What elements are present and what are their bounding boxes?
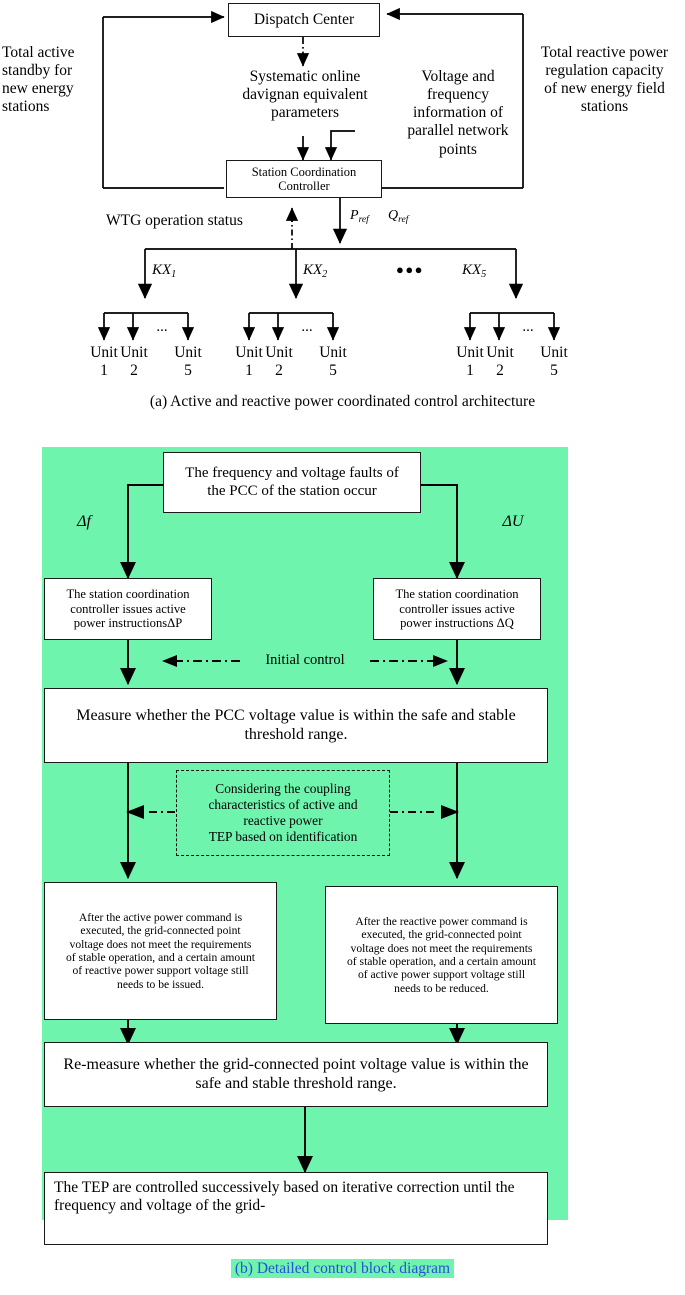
after-reactive-box-line: of active power support voltage still <box>357 968 526 982</box>
kx5-subscript: 5 <box>481 269 487 281</box>
right-controller-box-line: controller issues active <box>399 601 515 616</box>
left-annotation-line: standby for <box>2 62 73 80</box>
fault-box-line: The frequency and voltage faults of <box>185 465 399 482</box>
unit-number-text: 5 <box>329 362 337 380</box>
unit-ellipsis-text: ... <box>301 319 313 335</box>
panel-b-caption <box>0 1260 685 1278</box>
after-reactive-box-line: executed, the grid-connected point <box>361 928 522 942</box>
left-controller-box-line: controller issues active <box>70 601 186 616</box>
unit-ellipsis-text: ... <box>156 319 168 335</box>
remeasure-box-line: safe and stable threshold range. <box>195 1074 397 1092</box>
after-active-box-line: of reactive power support voltage still <box>72 964 249 978</box>
voltage-frequency-label-line: points <box>439 140 477 158</box>
right-controller-box-line: The station coordination <box>395 587 519 602</box>
voltage-frequency-label-line: frequency <box>427 86 489 104</box>
unit-ellipsis-text: ... <box>522 319 534 335</box>
panel-a-caption-text: (a) Active and reactive power coordinated control architecture <box>149 393 536 410</box>
coupling-box-line: TEP based on identification <box>208 829 358 845</box>
fault-occurrence-box <box>163 452 421 513</box>
q-ref-subscript: ref <box>398 214 409 225</box>
voltage-frequency-label-line: information of <box>413 104 503 122</box>
unit-number-text: 5 <box>184 362 192 380</box>
remeasure-voltage-box <box>44 1042 548 1107</box>
remeasure-box-line: Re-measure whether the grid-connected point voltage value is within the <box>63 1055 529 1073</box>
left-controller-box-line: The station coordination <box>66 587 190 602</box>
unit-label-text: Unit <box>486 344 514 361</box>
station-controller-label-line2: Controller <box>278 179 330 193</box>
kx5-symbol: KX <box>462 262 482 278</box>
left-controller-box-line: power instructionsΔP <box>73 616 183 631</box>
unit-number-text: 1 <box>245 362 253 380</box>
systematic-label-line: Systematic online <box>249 68 361 85</box>
panel-b-caption-text: (b) Detailed control block diagram <box>231 1259 454 1278</box>
right-annotation-line: stations <box>580 98 629 116</box>
after-reactive-command-box <box>325 886 558 1024</box>
branch-ellipsis-text: ●●● <box>395 262 425 277</box>
kx1-subscript: 1 <box>171 269 177 281</box>
after-reactive-box-line: After the reactive power command is <box>355 914 528 928</box>
unit-number-text: 1 <box>100 362 108 380</box>
after-reactive-box-line: needs to be reduced. <box>394 981 489 995</box>
right-annotation-line: regulation capacity <box>545 62 664 80</box>
voltage-frequency-label-line: Voltage and <box>421 68 495 85</box>
unit-number-text: 5 <box>550 362 558 380</box>
unit-number-text: 2 <box>275 362 283 380</box>
kx1-symbol: KX <box>152 262 172 278</box>
measure-box-line: Measure whether the PCC voltage value is within the safe and stable <box>76 706 516 724</box>
unit-number-text: 2 <box>496 362 504 380</box>
voltage-frequency-label-line: parallel network <box>407 122 509 140</box>
kx2-subscript: 2 <box>322 269 328 281</box>
unit-label-text: Unit <box>540 344 568 361</box>
measure-voltage-box <box>44 688 548 763</box>
unit-label-text: Unit <box>456 344 484 361</box>
left-annotation-line: stations <box>2 98 50 116</box>
coupling-box-line: reactive power <box>243 813 323 828</box>
p-ref-subscript: ref <box>358 214 369 225</box>
after-active-box-line: voltage does not meet the requirements <box>69 937 252 951</box>
kx2-symbol: KX <box>303 262 323 278</box>
right-annotation-line: of new energy field <box>544 80 665 98</box>
coupling-box-line: characteristics of active and <box>208 796 358 812</box>
coupling-consideration-box <box>176 770 390 856</box>
delta-f-text: Δf <box>77 513 91 530</box>
unit-label-text: Unit <box>319 344 347 361</box>
tep-iterative-correction-box <box>44 1172 548 1245</box>
after-reactive-box-line: of stable operation, and a certain amount <box>347 955 536 968</box>
after-active-box-line: of stable operation, and a certain amount <box>66 951 255 964</box>
initial-control-text: Initial control <box>265 652 345 668</box>
p-ref-symbol: P <box>350 208 359 223</box>
after-active-box-line: executed, the grid-connected point <box>80 924 241 938</box>
tep-box-line: The TEP are controlled successively based on iterative correction until the <box>54 1179 515 1196</box>
left-annotation-line: new energy <box>2 80 74 98</box>
tep-box-line: frequency and voltage of the grid- <box>54 1196 266 1214</box>
q-ref-symbol: Q <box>388 208 399 223</box>
unit-label-text: Unit <box>120 344 148 361</box>
after-active-box-line: needs to be issued. <box>117 977 204 991</box>
right-controller-box-line: power instructions ΔQ <box>400 616 514 631</box>
unit-number-text: 1 <box>466 362 474 380</box>
measure-box-line: threshold range. <box>244 725 348 743</box>
delta-u-text: ΔU <box>502 513 524 530</box>
station-controller-label-line1: Station Coordination <box>251 164 357 179</box>
wtg-label-text: WTG operation status <box>106 212 243 229</box>
unit-label-text: Unit <box>174 344 202 361</box>
left-annotation-line: Total active <box>2 44 75 61</box>
dispatch-center-label: Dispatch Center <box>253 11 355 29</box>
unit-label-text: Unit <box>265 344 293 361</box>
delta-u-label <box>490 513 536 532</box>
after-active-command-box <box>44 882 277 1020</box>
initial-control-label <box>240 652 370 669</box>
right-annotation-line: Total reactive power <box>540 44 669 61</box>
right-controller-instruction-box <box>373 578 541 640</box>
coupling-box-line: Considering the coupling <box>215 780 351 796</box>
systematic-label-line: parameters <box>271 104 339 122</box>
left-controller-instruction-box <box>44 578 212 640</box>
delta-f-label <box>62 513 106 532</box>
fault-box-line: the PCC of the station occur <box>207 482 377 499</box>
unit-number-text: 2 <box>130 362 138 380</box>
unit-label-text: Unit <box>90 344 118 361</box>
after-reactive-box-line: voltage does not meet the requirements <box>350 941 533 955</box>
systematic-label-line: davignan equivalent <box>242 86 368 104</box>
unit-label-text: Unit <box>235 344 263 361</box>
after-active-box-line: After the active power command is <box>78 910 243 924</box>
